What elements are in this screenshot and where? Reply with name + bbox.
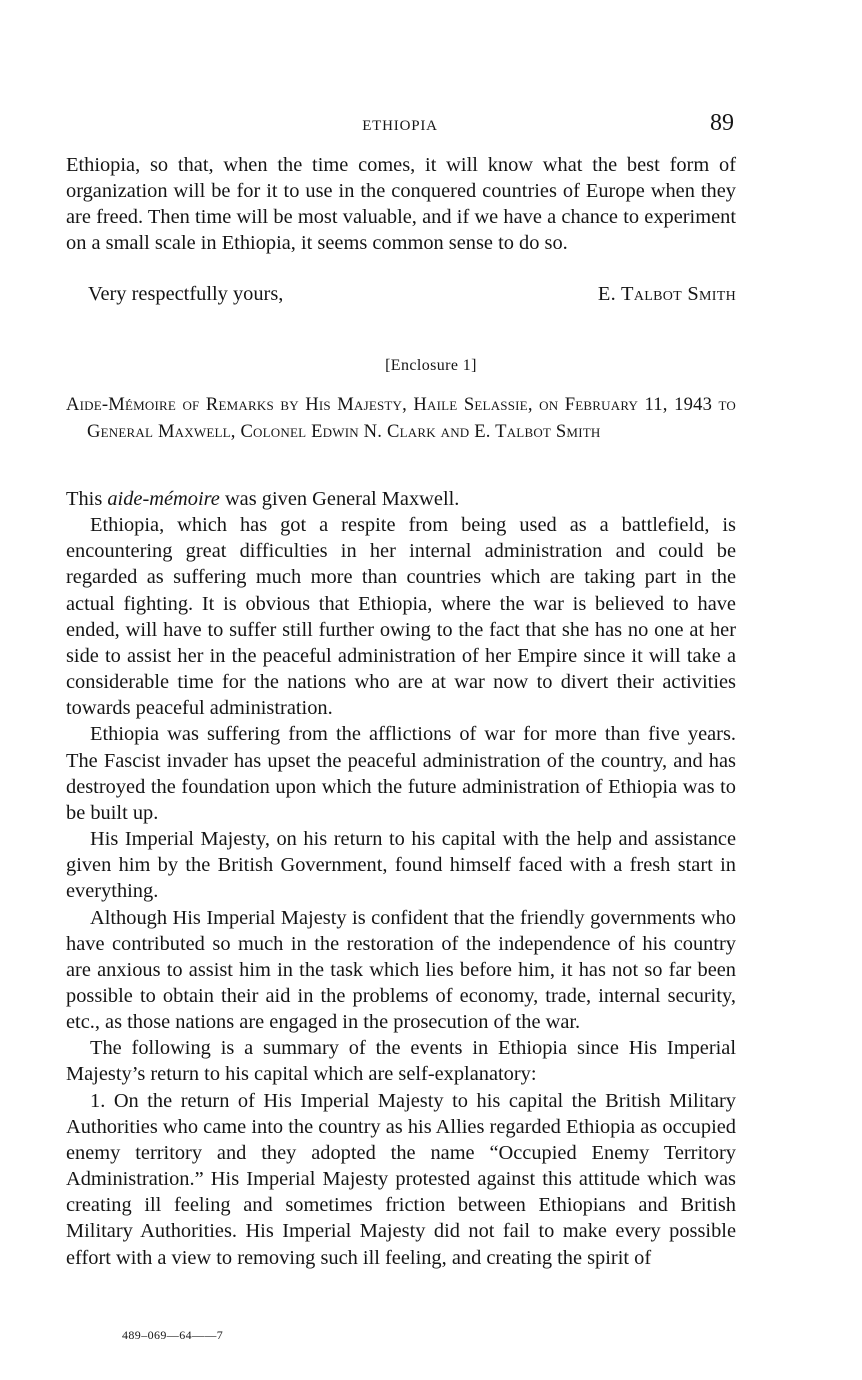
running-title: ETHIOPIA (362, 118, 438, 134)
print-code-footer: 489–069—64——7 (122, 1328, 224, 1342)
body-paragraph: Ethiopia was suffering from the afflictions of war for more than five years. The Fascist invader has upset the peaceful administration of the country, and has destroyed the foundation upon which the future administration of Ethiopia was to be built up. (66, 723, 736, 824)
signature-name: E. Talbot Smith (597, 283, 736, 305)
editorial-note (66, 486, 736, 512)
letter-closing-paragraph: Ethiopia, so that, when the time comes, it will know what the best form of organization will be for it to use in the conquered countries of Europe when they are freed. Then time will be most valuable, and if we have a chance to experiment on a small scale in Ethiopia, it seems common sense to do so. (66, 154, 736, 255)
editorial-note-prefix: This (66, 488, 108, 510)
aide-memoire-body (66, 486, 736, 1271)
editorial-note-term: aide-mémoire (107, 488, 220, 510)
body-paragraph: 1. On the return of His Imperial Majesty to his capital the British Military Authorities who came into the country as his Allies regarded Ethiopia as occupied enemy territory and they adopted the name “Occupied Enemy Territory Administration.” His Imperial Majesty protested against this attitude which was creating ill feeling and sometimes friction between Ethiopians and British Military Authorities. His Imperial Majesty did not fail to make every possible effort with a view to removing such ill feeling, and creating the spirit of (66, 1089, 736, 1269)
closing-salutation: Very respectfully yours, (88, 283, 284, 305)
signature-line (88, 283, 736, 311)
editorial-note-suffix: was given General Maxwell. (219, 488, 460, 510)
enclosure-label: [Enclosure 1] (385, 357, 477, 374)
letter-closing-section (66, 152, 736, 257)
aide-memoire-title: Aide-Mémoire of Remarks by His Majesty, Haile Selassie, on February 11, 1943 to General Maxwell, Colonel Edwin N. Clark and E. Talbot Smith (66, 394, 736, 442)
body-paragraph: Ethiopia, which has got a respite from being used as a battlefield, is encountering great difficulties in her internal administration and could be regarded as suffering much more than countries which are taking part in the actual fighting. It is obvious that Ethiopia, where the war is believed to have ended, will have to suffer still further owing to the fact that she has no one at her side to assist her in the peaceful administration of her Empire since it will take a considerable time for the nations who are at war now to divert their activities towards peaceful administration. (66, 514, 736, 720)
body-paragraph: The following is a summary of the events in Ethiopia since His Imperial Majesty’s return to his capital which are self-explanatory: (66, 1037, 736, 1086)
body-paragraph: Although His Imperial Majesty is confident that the friendly governments who have contributed so much in the restoration of the independence of his country are anxious to assist him in the task which lies before him, it has not so far been possible to obtain their aid in the problems of economy, trade, internal security, etc., as those nations are engaged in the prosecution of the war. (66, 906, 736, 1034)
body-paragraph: His Imperial Majesty, on his return to his capital with the help and assistance given him by the British Government, found himself faced with a fresh start in everything. (66, 828, 736, 903)
page-number: 89 (710, 110, 734, 136)
running-head (0, 112, 862, 138)
